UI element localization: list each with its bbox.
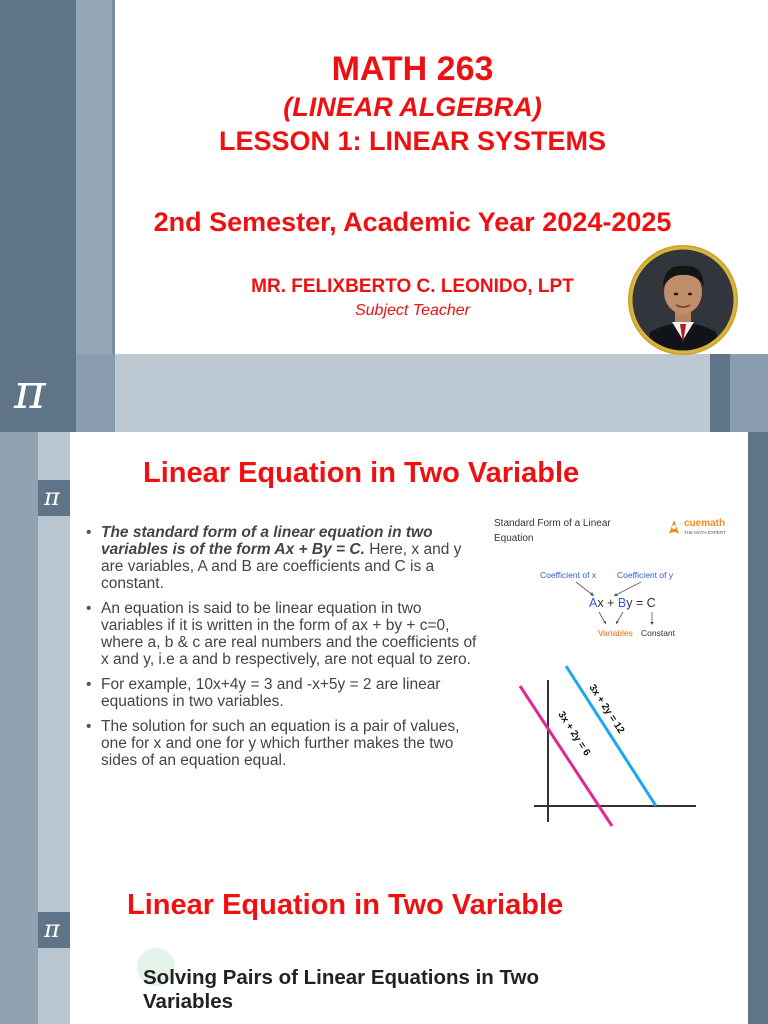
cuemath-brand: cuemath [684, 518, 726, 529]
course-title: MATH 263 [331, 50, 494, 88]
content-slide [0, 432, 768, 866]
pi-icon: π [44, 483, 60, 511]
content-slide-next [0, 866, 768, 1024]
course-subtitle: (LINEAR ALGEBRA) [283, 92, 542, 122]
pi-icon: π [44, 915, 60, 943]
bullet-list [86, 524, 480, 777]
list-item: • An equation is said to be linear equation in two variables if it is written in the form of ax + by + c=0, where a, b & c are real numbers and the coefficients of x and y, i.e a and b respectively, are not equal to zero. [86, 600, 480, 668]
bottom-band-block [76, 354, 115, 432]
variables-label: Variables [598, 628, 633, 638]
slide-title: Linear Equation in Two Variable [143, 457, 580, 489]
coefficient-x-label: Coefficient of x [540, 570, 597, 580]
line2-label: 3x + 2y = 6 [555, 709, 593, 759]
right-band [748, 432, 768, 866]
constant-label: Constant [641, 628, 676, 638]
semester: 2nd Semester, Academic Year 2024-2025 [153, 207, 672, 237]
coefficient-y-label: Coefficient of y [617, 570, 674, 580]
title-slide [0, 0, 768, 432]
bottom-right-block-b [730, 354, 768, 432]
left-band-dark [0, 432, 38, 866]
cuemath-tagline: THE MATH EXPERT [684, 530, 726, 535]
bottom-right-block-a [710, 354, 730, 432]
list-item: • The standard form of a linear equation in two variables is of the form Ax + By = C. Here, x and y are variables, A and B are coefficients and C is a constant. [86, 524, 480, 592]
standard-form-emphasis: The standard form of a linear equation in two variables is of the form Ax + By = C. [101, 524, 433, 558]
left-band-dark [0, 866, 38, 1024]
left-band-dark [0, 0, 76, 354]
teacher-role: Subject Teacher [354, 302, 471, 319]
slide-title: Linear Equation in Two Variable [127, 889, 564, 921]
left-band-light [76, 0, 115, 354]
standard-form-equation: Ax + By = C [589, 596, 656, 610]
section-heading: Solving Pairs of Linear Equations in Two Variables [143, 966, 539, 1013]
bottom-band [0, 354, 768, 432]
right-band [748, 866, 768, 1024]
lesson-title: LESSON 1: LINEAR SYSTEMS [218, 126, 607, 156]
line1-label: 3x + 2y = 12 [586, 682, 627, 736]
list-item: • The solution for such an equation is a pair of values, one for x and one for y which further makes the two sides of an equation equal. [86, 718, 480, 769]
teacher-name: MR. FELIXBERTO C. LEONIDO, LPT [251, 276, 574, 297]
teacher-photo [626, 244, 740, 356]
line-graph [486, 650, 736, 830]
figure-heading-line1: Standard Form of a Linear [494, 518, 611, 529]
pi-icon: π [14, 364, 46, 420]
list-item: • For example, 10x+4y = 3 and -x+5y = 2 are linear equations in two variables. [86, 676, 480, 710]
standard-form-figure [486, 510, 736, 830]
annotation-arrows [486, 510, 736, 670]
figure-heading-line2: Equation [494, 533, 534, 544]
